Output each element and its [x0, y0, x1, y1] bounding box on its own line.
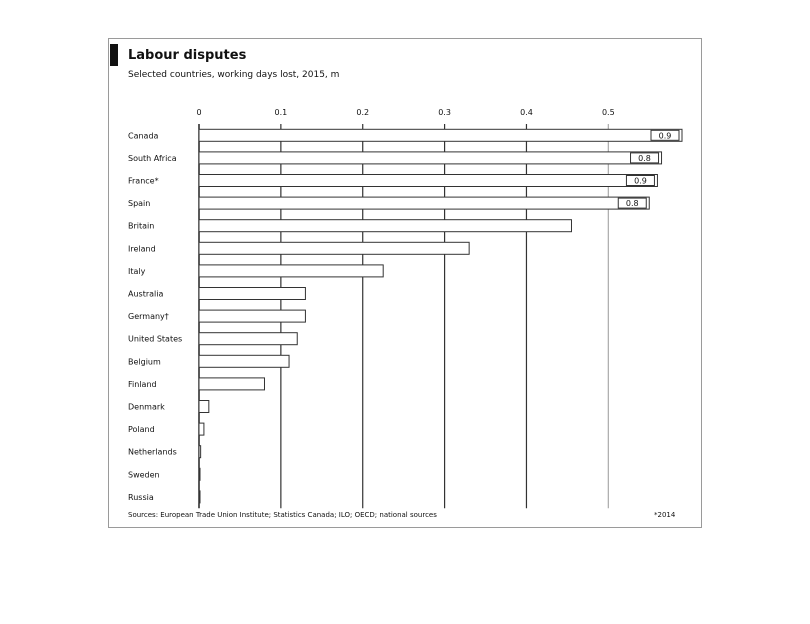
value-label: 0.9 [634, 176, 647, 186]
category-label: Germany† [128, 312, 169, 322]
category-label: Russia [128, 492, 154, 502]
bar [199, 401, 209, 413]
x-tick-label: 0.1 [274, 108, 288, 117]
bar [199, 491, 200, 503]
bar [199, 310, 305, 322]
x-tick-label: 0.2 [356, 108, 370, 117]
x-tick-label: 0 [196, 108, 202, 117]
bar [199, 220, 571, 232]
category-label: Denmark [128, 402, 165, 412]
category-label: United States [128, 334, 183, 344]
bar [199, 265, 383, 277]
bar [199, 242, 469, 254]
category-label: Sweden [128, 470, 160, 480]
bar [199, 152, 662, 164]
bar [199, 333, 297, 345]
bar [199, 378, 264, 390]
category-label: Canada [128, 131, 159, 141]
chart-title: Labour disputes [128, 48, 247, 63]
category-label: Britain [128, 221, 155, 231]
bar [199, 423, 204, 435]
source-note: Sources: European Trade Union Institute; Statistics Canada; ILO; OECD; national sources [128, 511, 437, 519]
category-label: Belgium [128, 357, 161, 367]
chart-subtitle: Selected countries, working days lost, 2015, m [128, 70, 340, 80]
value-label: 0.8 [638, 153, 651, 163]
x-tick-label: 0.3 [438, 108, 451, 117]
bar [199, 288, 305, 300]
category-label: Finland [128, 379, 157, 389]
category-label: Australia [128, 289, 164, 299]
category-label: Poland [128, 425, 155, 435]
bar [199, 468, 200, 480]
bar [199, 129, 682, 141]
category-label: Netherlands [128, 447, 177, 457]
category-label: France* [128, 176, 159, 186]
category-label: Spain [128, 199, 151, 209]
x-tick-label: 0.5 [601, 108, 615, 117]
bar [199, 446, 201, 458]
bar [199, 197, 649, 209]
category-label: South Africa [128, 153, 177, 163]
category-label: Ireland [128, 244, 156, 254]
bar [199, 175, 657, 187]
bar [199, 355, 289, 367]
credit-note: *2014 [654, 511, 676, 519]
category-label: Italy [128, 266, 146, 276]
x-tick-label: 0.4 [520, 108, 533, 117]
value-label: 0.8 [625, 199, 639, 209]
value-label: 0.9 [658, 131, 672, 141]
